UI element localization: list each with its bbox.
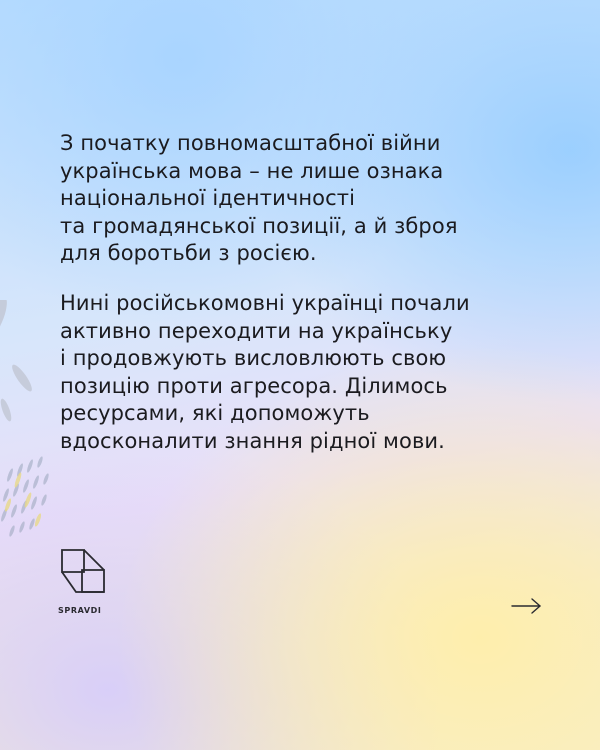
paragraph-line: для боротьби з росією. (60, 241, 317, 265)
paragraph-line: вдосконалити знання рідної мови. (60, 428, 445, 453)
paragraph-line: українська мова – не лише ознака (60, 158, 444, 183)
paragraph-line: Нині російськомовні українці почали (60, 291, 470, 315)
paragraph-line: активно переходити на українську (60, 318, 453, 343)
paragraph-line: ресурсами, які допоможуть (60, 401, 370, 425)
paragraph-line: та громадянської позиції, а й зброя (60, 213, 458, 238)
paragraph-line: і продовжують висловлюють свою (60, 346, 447, 370)
brand-name: SPRAVDI (58, 606, 102, 615)
paragraph-line: З початку повномасштабної війни (60, 131, 441, 155)
paragraph-line: національної ідентичності (60, 186, 356, 210)
paragraph-line: позицію проти агресора. Ділимось (60, 373, 448, 398)
arrow-right-icon[interactable] (510, 596, 542, 616)
spravdi-logo-icon (60, 548, 106, 594)
intro-paragraph (60, 130, 560, 268)
